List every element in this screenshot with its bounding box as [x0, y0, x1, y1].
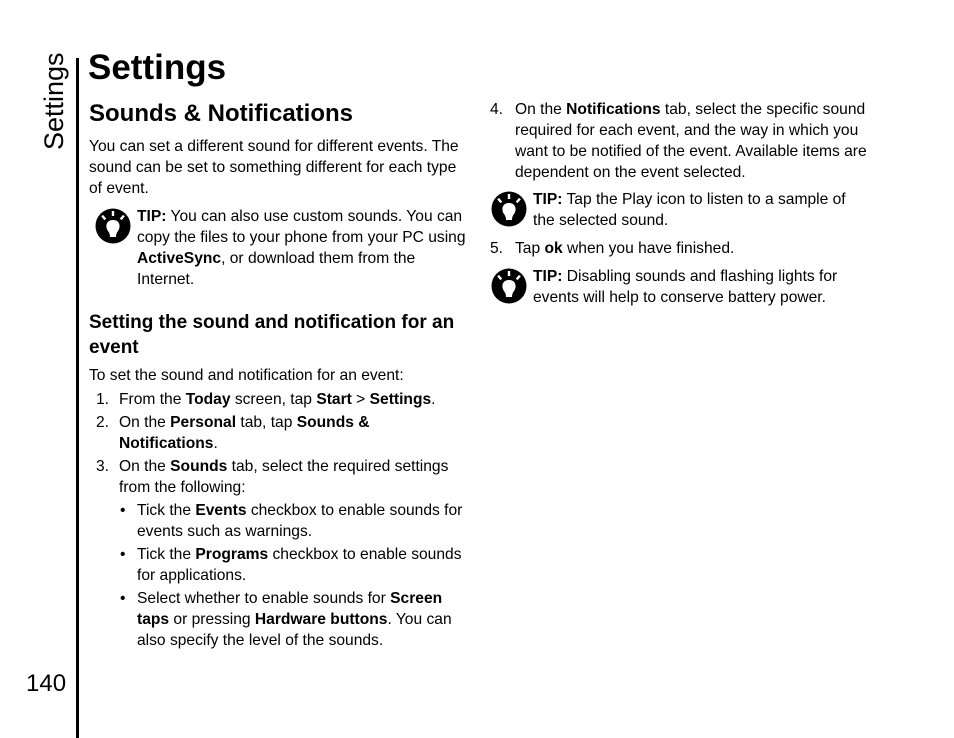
list-item: • Select whether to enable sounds for Screen taps or pressing Hardware buttons. You can also specify the level of the sounds. — [120, 590, 452, 649]
step-3: 3. On the Sounds tab, select the required settings from the following: • Tick the Events checkbox to enable sounds for events such as warnings. • Tick the Programs checkbox to enable sounds for applications. • Select whether to enable sounds for Screen taps or pressing Hardware buttons. You can also specify the level of the sounds. — [89, 456, 469, 651]
tip-text: TIP: Tap the Play icon to listen to a sample of the selected sound. — [533, 191, 846, 229]
step-2: 2. On the Personal tab, tap Sounds & Notifications. — [96, 414, 370, 452]
right-column — [490, 99, 870, 308]
procedure-lead: To set the sound and notification for an event: — [89, 367, 404, 384]
lightbulb-icon — [491, 268, 527, 304]
vertical-rule — [76, 58, 79, 738]
subsection-heading: Setting the sound and notification for an event — [89, 312, 455, 358]
lightbulb-icon — [95, 208, 131, 244]
sound-options-list — [119, 500, 469, 651]
procedure-steps-continued — [490, 99, 870, 183]
page-title: Settings — [88, 48, 227, 87]
procedure-steps — [89, 389, 469, 651]
procedure-steps-final — [490, 238, 870, 259]
section-side-label: Settings — [39, 52, 69, 150]
list-item: • Tick the Events checkbox to enable sounds for events such as warnings. — [120, 502, 463, 540]
list-item: • Tick the Programs checkbox to enable sounds for applications. — [120, 546, 462, 584]
tip-battery — [490, 266, 870, 308]
step-5: 5. Tap ok when you have finished. — [490, 240, 735, 257]
intro-paragraph: You can set a different sound for different events. The sound can be set to something different for each type of event. — [89, 138, 459, 197]
left-column — [89, 99, 469, 653]
tip-text: TIP: You can also use custom sounds. You can copy the files to your phone from your PC using ActiveSync, or download them from the Internet. — [137, 208, 466, 288]
page-number: 140 — [26, 670, 67, 697]
tip-play-icon — [490, 189, 870, 231]
step-1: 1. From the Today screen, tap Start > Settings. — [96, 391, 436, 408]
tip-text: TIP: Disabling sounds and flashing lights for events will help to conserve battery power. — [533, 268, 838, 306]
tip-custom-sounds — [89, 206, 469, 290]
step-4: 4. On the Notifications tab, select the specific sound required for each event, and the way in which you want to be notified of the event. Available items are dependent on the event selected. — [490, 101, 867, 181]
section-heading: Sounds & Notifications — [89, 100, 353, 127]
lightbulb-icon — [491, 191, 527, 227]
